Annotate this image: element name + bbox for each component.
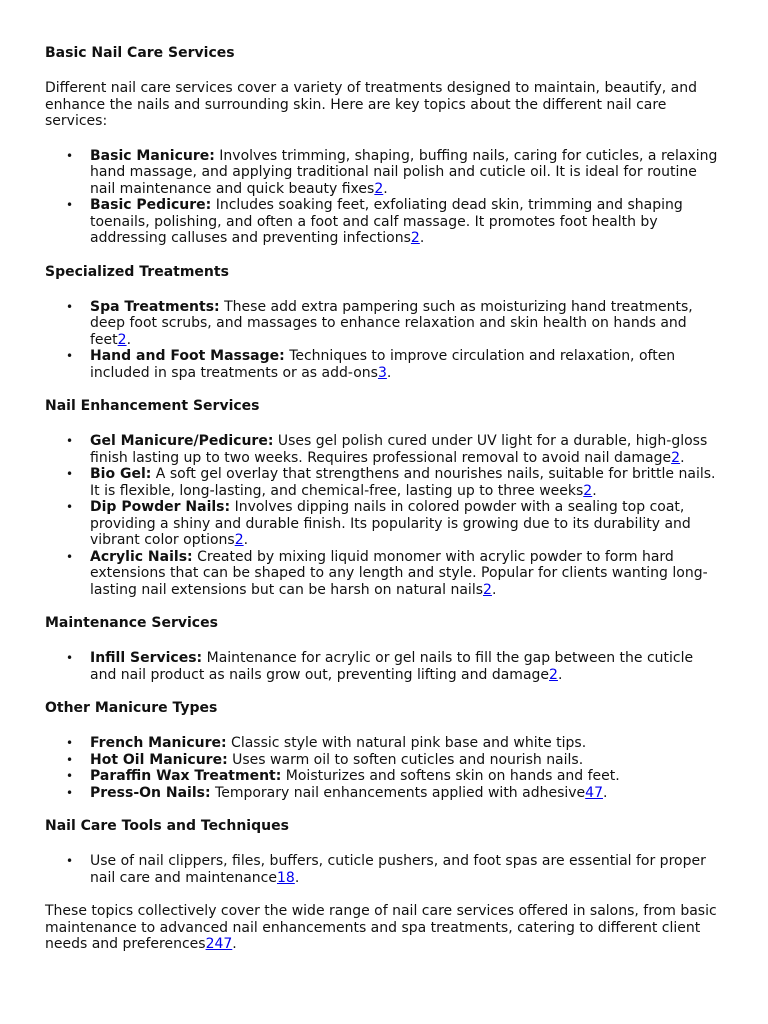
item-term: Dip Powder Nails: [90,499,231,515]
conclusion-end: . [232,936,237,952]
list-item [90,853,722,886]
item-term: Press-On Nails: [90,784,211,801]
item-text: Techniques to improve circulation and relaxation, often included in spa treatments or as add-ons [90,348,676,381]
item-end: . [680,449,685,466]
list-item [90,466,722,499]
item-term: Basic Manicure: [90,147,215,164]
section-heading-other-manicure-types: Other Manicure Types [45,700,218,716]
conclusion-paragraph [45,903,722,953]
item-term: Bio Gel: [90,466,152,482]
citation-link[interactable]: 2 [483,581,492,598]
list-item [90,752,722,769]
citation-link[interactable]: 2 [583,482,593,499]
item-end: . [383,180,388,197]
tools-techniques-list [45,853,722,886]
section-heading-maintenance: Maintenance Services [45,615,218,631]
item-text: Uses gel polish cured under UV light for a durable, high-gloss finish lasting up to two weeks. Requires professional removal to avoid nail damage [90,433,708,466]
section-heading-specialized-treatments: Specialized Treatments [45,263,229,280]
list-item [90,197,722,247]
list-item [90,735,722,752]
citation-link[interactable]: 2 [374,180,384,197]
item-text: These add extra pampering such as moisturizing hand treatments, deep foot scrubs, and massages to enhance relaxation and skin health on hands and feet [90,298,693,348]
item-text: Classic style with natural pink base and white tips. [226,735,587,751]
list-item [90,499,722,549]
list-item [90,433,722,466]
item-text: Temporary nail enhancements applied with adhesive [210,784,586,801]
item-end: . [592,482,597,499]
intro-paragraph: Different nail care services cover a variety of treatments designed to maintain, beautify, and enhance the nails and surrounding skin. Here are key topics about the different nail care services: [45,80,697,129]
item-term: French Manicure: [90,735,227,751]
list-item [90,650,722,683]
section-heading-nail-enhancement: Nail Enhancement Services [45,398,260,414]
item-term: Paraffin Wax Treatment: [90,768,282,784]
other-manicure-list [45,735,722,801]
citation-link[interactable]: 18 [276,869,295,886]
list-item [90,785,722,802]
list-item [90,299,722,349]
page-title: Basic Nail Care Services [45,45,235,61]
item-end: . [243,532,249,548]
item-text: Created by mixing liquid monomer with acrylic powder to form hard extensions that can be shaped to any length and style. Popular for clients wanting long-lasting nail extensions but can be harsh on natural nails [90,548,708,598]
item-text: Uses warm oil to soften cuticles and nourish nails. [227,751,584,768]
item-end: . [603,784,608,801]
item-text: Involves dipping nails in colored powder with a sealing top coat, providing a shiny and durable finish. Its popularity is growing due to its durability and vibrant color options [90,499,691,548]
item-term: Basic Pedicure: [90,197,212,213]
item-end: . [126,331,132,348]
list-item [90,768,722,785]
citation-link[interactable]: 47 [585,784,603,801]
citation-link[interactable]: 3 [377,364,387,381]
citation-link[interactable]: 2 [671,449,681,466]
item-end: . [419,230,425,246]
section-heading-tools-techniques: Nail Care Tools and Techniques [45,818,289,834]
list-item [90,348,722,381]
item-term: Gel Manicure/Pedicure: [90,433,274,449]
item-text: A soft gel overlay that strengthens and nourishes nails, suitable for brittle nails. It is flexible, long-lasting, and chemical-free, lasting up to three weeks [90,466,716,499]
list-item [90,549,722,599]
item-text: Moisturizes and softens skin on hands and feet. [281,768,620,784]
item-end: . [557,666,563,683]
citation-link[interactable]: 2 [117,331,127,348]
item-text: Use of nail clippers, files, buffers, cuticle pushers, and foot spas are essential for proper nail care and maintenance [90,853,706,886]
item-term: Infill Services: [90,650,203,666]
item-term: Hot Oil Manicure: [90,751,228,768]
item-end: . [491,581,497,598]
item-term: Acrylic Nails: [90,548,193,565]
item-end: . [386,364,392,381]
citation-link[interactable]: 2 [234,532,244,548]
item-term: Hand and Foot Massage: [90,348,285,364]
item-end: . [294,869,300,886]
citation-link[interactable]: 2 [549,666,558,683]
item-text: Involves trimming, shaping, buffing nails, caring for cuticles, a relaxing hand massage, and applying traditional nail polish and cuticle oil. It is ideal for routine nail maintenance and quick beauty fixes [90,147,718,197]
conclusion-text: These topics collectively cover the wide range of nail care services offered in salons, from basic maintenance to advanced nail enhancements and spa treatments, catering to different client needs and preferences [45,903,717,952]
list-item [90,148,722,198]
item-term: Spa Treatments: [90,298,220,315]
item-text: Maintenance for acrylic or gel nails to fill the gap between the cuticle and nail product as nails grow out, preventing lifting and damage [90,650,694,683]
item-text: Includes soaking feet, exfoliating dead skin, trimming and shaping toenails, polishing, and often a foot and calf massage. It promotes foot health by addressing calluses and preventing infections [90,197,683,246]
specialized-treatments-list [45,299,722,382]
nail-enhancement-list [45,433,722,598]
basic-services-list [45,148,722,247]
citation-link[interactable]: 247 [205,936,233,952]
citation-link[interactable]: 2 [410,230,420,246]
maintenance-list [45,650,722,683]
